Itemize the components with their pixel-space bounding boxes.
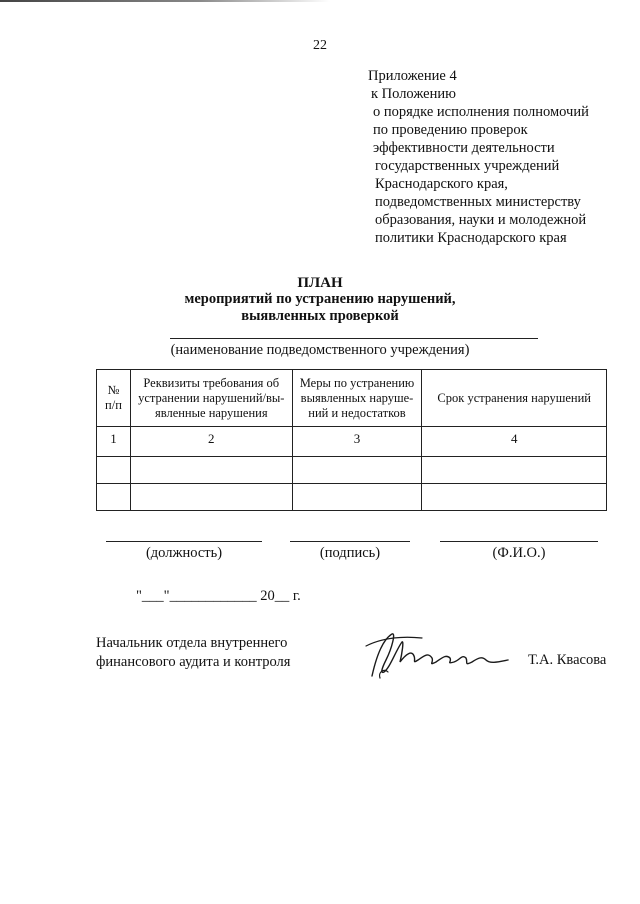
table-row [97, 457, 607, 484]
table-row [97, 484, 607, 511]
header-cell-number [97, 370, 131, 427]
table-cell[interactable] [97, 484, 131, 511]
institution-caption: (наименование подведомственного учреждения) [170, 342, 470, 358]
header-text: Реквизиты требования об [143, 375, 280, 390]
handwritten-signature [362, 628, 512, 684]
header-cell-requirements [130, 370, 292, 427]
column-number: 1 [97, 427, 131, 457]
appendix-line: к Положению [371, 86, 456, 102]
institution-name-line [170, 338, 538, 339]
table-number-row [97, 427, 607, 457]
table-cell[interactable] [130, 457, 292, 484]
header-cell-measures [292, 370, 422, 427]
document-subtitle [0, 291, 640, 325]
header-text: устранении нарушений/вы- [138, 390, 285, 405]
header-text: Меры по устранению [299, 375, 415, 390]
header-cell-deadline [422, 370, 607, 427]
appendix-line: политики Краснодарского края [375, 230, 567, 246]
fio-caption: (Ф.И.О.) [492, 545, 546, 561]
signature-line [290, 541, 410, 542]
header-text: ний и недостатков [308, 405, 406, 420]
position-line [106, 541, 262, 542]
appendix-line: эффективности деятельности [373, 140, 555, 156]
signer-name: Т.А. Квасова [528, 652, 607, 668]
header-text: п/п [105, 398, 122, 412]
position-caption: (должность) [145, 545, 223, 561]
column-number: 4 [422, 427, 607, 457]
position-line-text: Начальник отдела внутреннего [96, 635, 288, 651]
scan-edge-line [0, 0, 330, 2]
signature-caption: (подпись) [319, 545, 381, 561]
table-cell[interactable] [422, 457, 607, 484]
document-title: ПЛАН [297, 275, 343, 291]
appendix-line: подведомственных министерству [375, 194, 581, 210]
appendix-line: по проведению проверок [373, 122, 528, 138]
header-text: Срок устранения нарушений [437, 390, 591, 405]
table-cell[interactable] [97, 457, 131, 484]
table-cell[interactable] [292, 457, 422, 484]
signer-position [96, 634, 290, 672]
appendix-line: Приложение 4 [368, 68, 457, 84]
header-text: явленные нарушения [154, 405, 268, 420]
date-line: "___"____________ 20__ г. [136, 588, 301, 604]
header-text: выявленных наруше- [300, 390, 414, 405]
table-header-row [97, 370, 607, 427]
fio-line [440, 541, 598, 542]
column-number: 2 [130, 427, 292, 457]
appendix-reference [368, 67, 589, 247]
appendix-line: о порядке исполнения полномочий [373, 104, 589, 120]
appendix-line: государственных учреждений [375, 158, 560, 174]
plan-table [96, 369, 607, 511]
appendix-line: образования, науки и молодежной [375, 212, 587, 228]
subtitle-line: выявленных проверкой [241, 308, 399, 324]
page-number: 22 [313, 38, 327, 53]
position-line-text: финансового аудита и контроля [96, 654, 291, 670]
table-cell[interactable] [292, 484, 422, 511]
header-text: № [107, 383, 120, 397]
table-cell[interactable] [422, 484, 607, 511]
table-cell[interactable] [130, 484, 292, 511]
appendix-line: Краснодарского края, [375, 176, 508, 192]
column-number: 3 [292, 427, 422, 457]
subtitle-line: мероприятий по устранению нарушений, [184, 291, 456, 307]
